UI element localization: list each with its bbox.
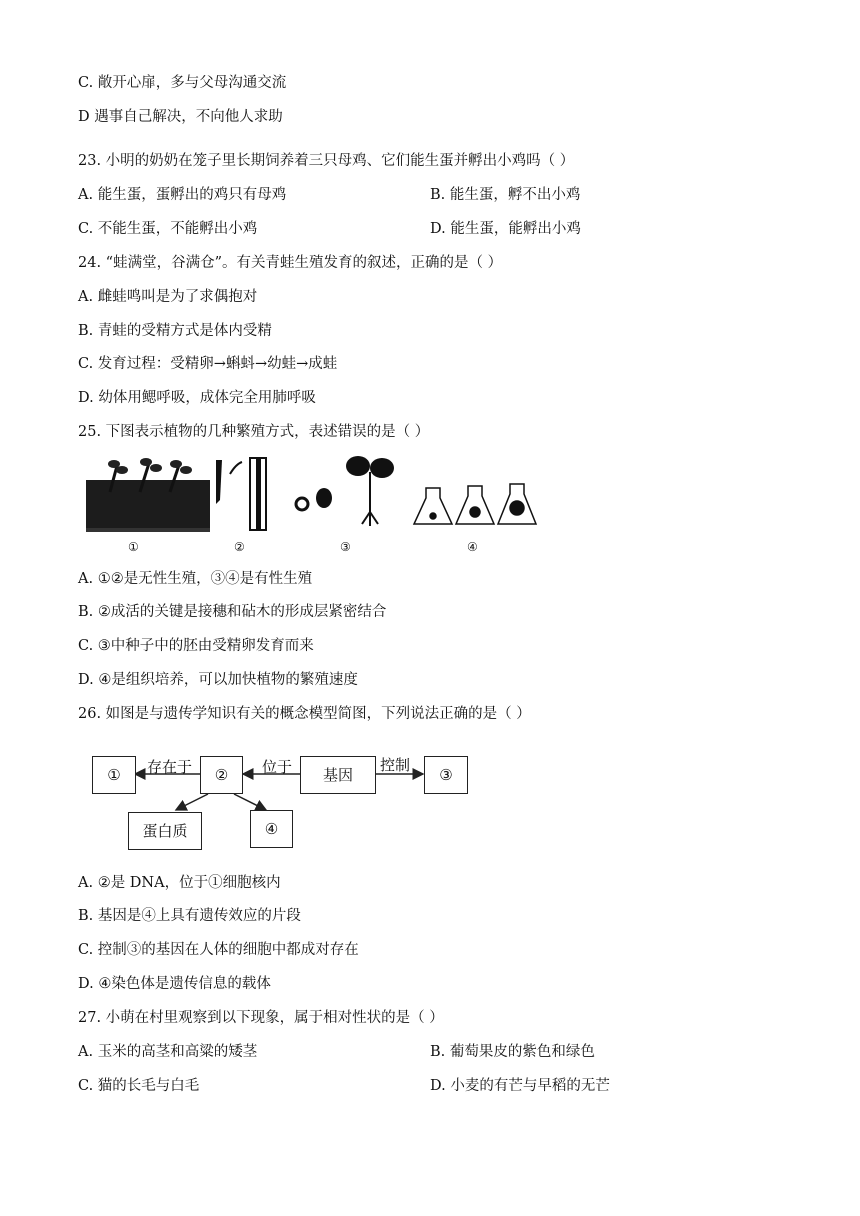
label-located-in: 位于 [262, 758, 293, 776]
grafting-illustration [216, 458, 266, 530]
question-25: 25. 下图表示植物的几种繁殖方式，表述错误的是（ ） [78, 424, 430, 440]
option-26b: B. 基因是④上具有遗传效应的片段 [78, 908, 301, 924]
option-26a: A. ②是 DNA，位于①细胞核内 [78, 875, 281, 891]
option-24a: A. 雌蛙鸣叫是为了求偶抱对 [78, 289, 258, 305]
figure-caption-3: ③ [340, 540, 351, 554]
option-26d: D. ④染色体是遗传信息的载体 [78, 976, 271, 992]
option-22c: C. 敞开心扉，多与父母沟通交流 [78, 75, 287, 91]
option-25a: A. ①②是无性生殖，③④是有性生殖 [78, 571, 313, 587]
question-27: 27. 小萌在村里观察到以下现象，属于相对性状的是（ ） [78, 1010, 444, 1026]
option-25c: C. ③中种子中的胚由受精卵发育而来 [78, 638, 314, 654]
box-protein: 蛋白质 [128, 812, 202, 850]
question-23: 23. 小明的奶奶在笼子里长期饲养着三只母鸡、它们能生蛋并孵出小鸡吗（ ） [78, 153, 575, 169]
option-25d: D. ④是组织培养，可以加快植物的繁殖速度 [78, 672, 358, 688]
box-3: ③ [424, 756, 468, 794]
label-control: 控制 [380, 756, 411, 774]
question-26: 26. 如图是与遗传学知识有关的概念模型简图，下列说法正确的是（ ） [78, 706, 531, 722]
box-4: ④ [250, 810, 293, 848]
figure-caption-2: ② [234, 540, 245, 554]
option-27b: B. 葡萄果皮的紫色和绿色 [430, 1044, 595, 1060]
option-23d: D. 能生蛋，能孵出小鸡 [430, 221, 581, 237]
option-27a: A. 玉米的高茎和高粱的矮茎 [78, 1044, 258, 1060]
option-23b: B. 能生蛋，孵不出小鸡 [430, 187, 581, 203]
question-24: 24. “蛙满堂，谷满仓”。有关青蛙生殖发育的叙述，正确的是（ ） [78, 255, 503, 271]
figure-caption-4: ④ [467, 540, 478, 554]
option-23c: C. 不能生蛋，不能孵出小鸡 [78, 221, 258, 237]
option-22d: D 遇事自己解决，不向他人求助 [78, 109, 283, 125]
option-24d: D. 幼体用鳃呼吸，成体完全用肺呼吸 [78, 390, 316, 406]
label-exists-in: 存在于 [147, 758, 193, 776]
option-25b: B. ②成活的关键是接穗和砧木的形成层紧密结合 [78, 604, 387, 620]
box-2: ② [200, 756, 243, 794]
figure-caption-1: ① [128, 540, 139, 554]
tissue-culture-illustration [414, 484, 536, 524]
seed-illustration [296, 456, 394, 526]
box-gene: 基因 [300, 756, 376, 794]
cutting-illustration [86, 458, 210, 532]
option-27d: D. 小麦的有芒与早稻的无芒 [430, 1078, 610, 1094]
option-23a: A. 能生蛋，蛋孵出的鸡只有母鸡 [78, 187, 287, 203]
option-26c: C. 控制③的基因在人体的细胞中都成对存在 [78, 942, 359, 958]
option-27c: C. 猫的长毛与白毛 [78, 1078, 200, 1094]
box-1: ① [92, 756, 136, 794]
option-24b: B. 青蛙的受精方式是体内受精 [78, 323, 272, 339]
option-24c: C. 发育过程：受精卵→蝌蚪→幼蛙→成蛙 [78, 356, 338, 372]
